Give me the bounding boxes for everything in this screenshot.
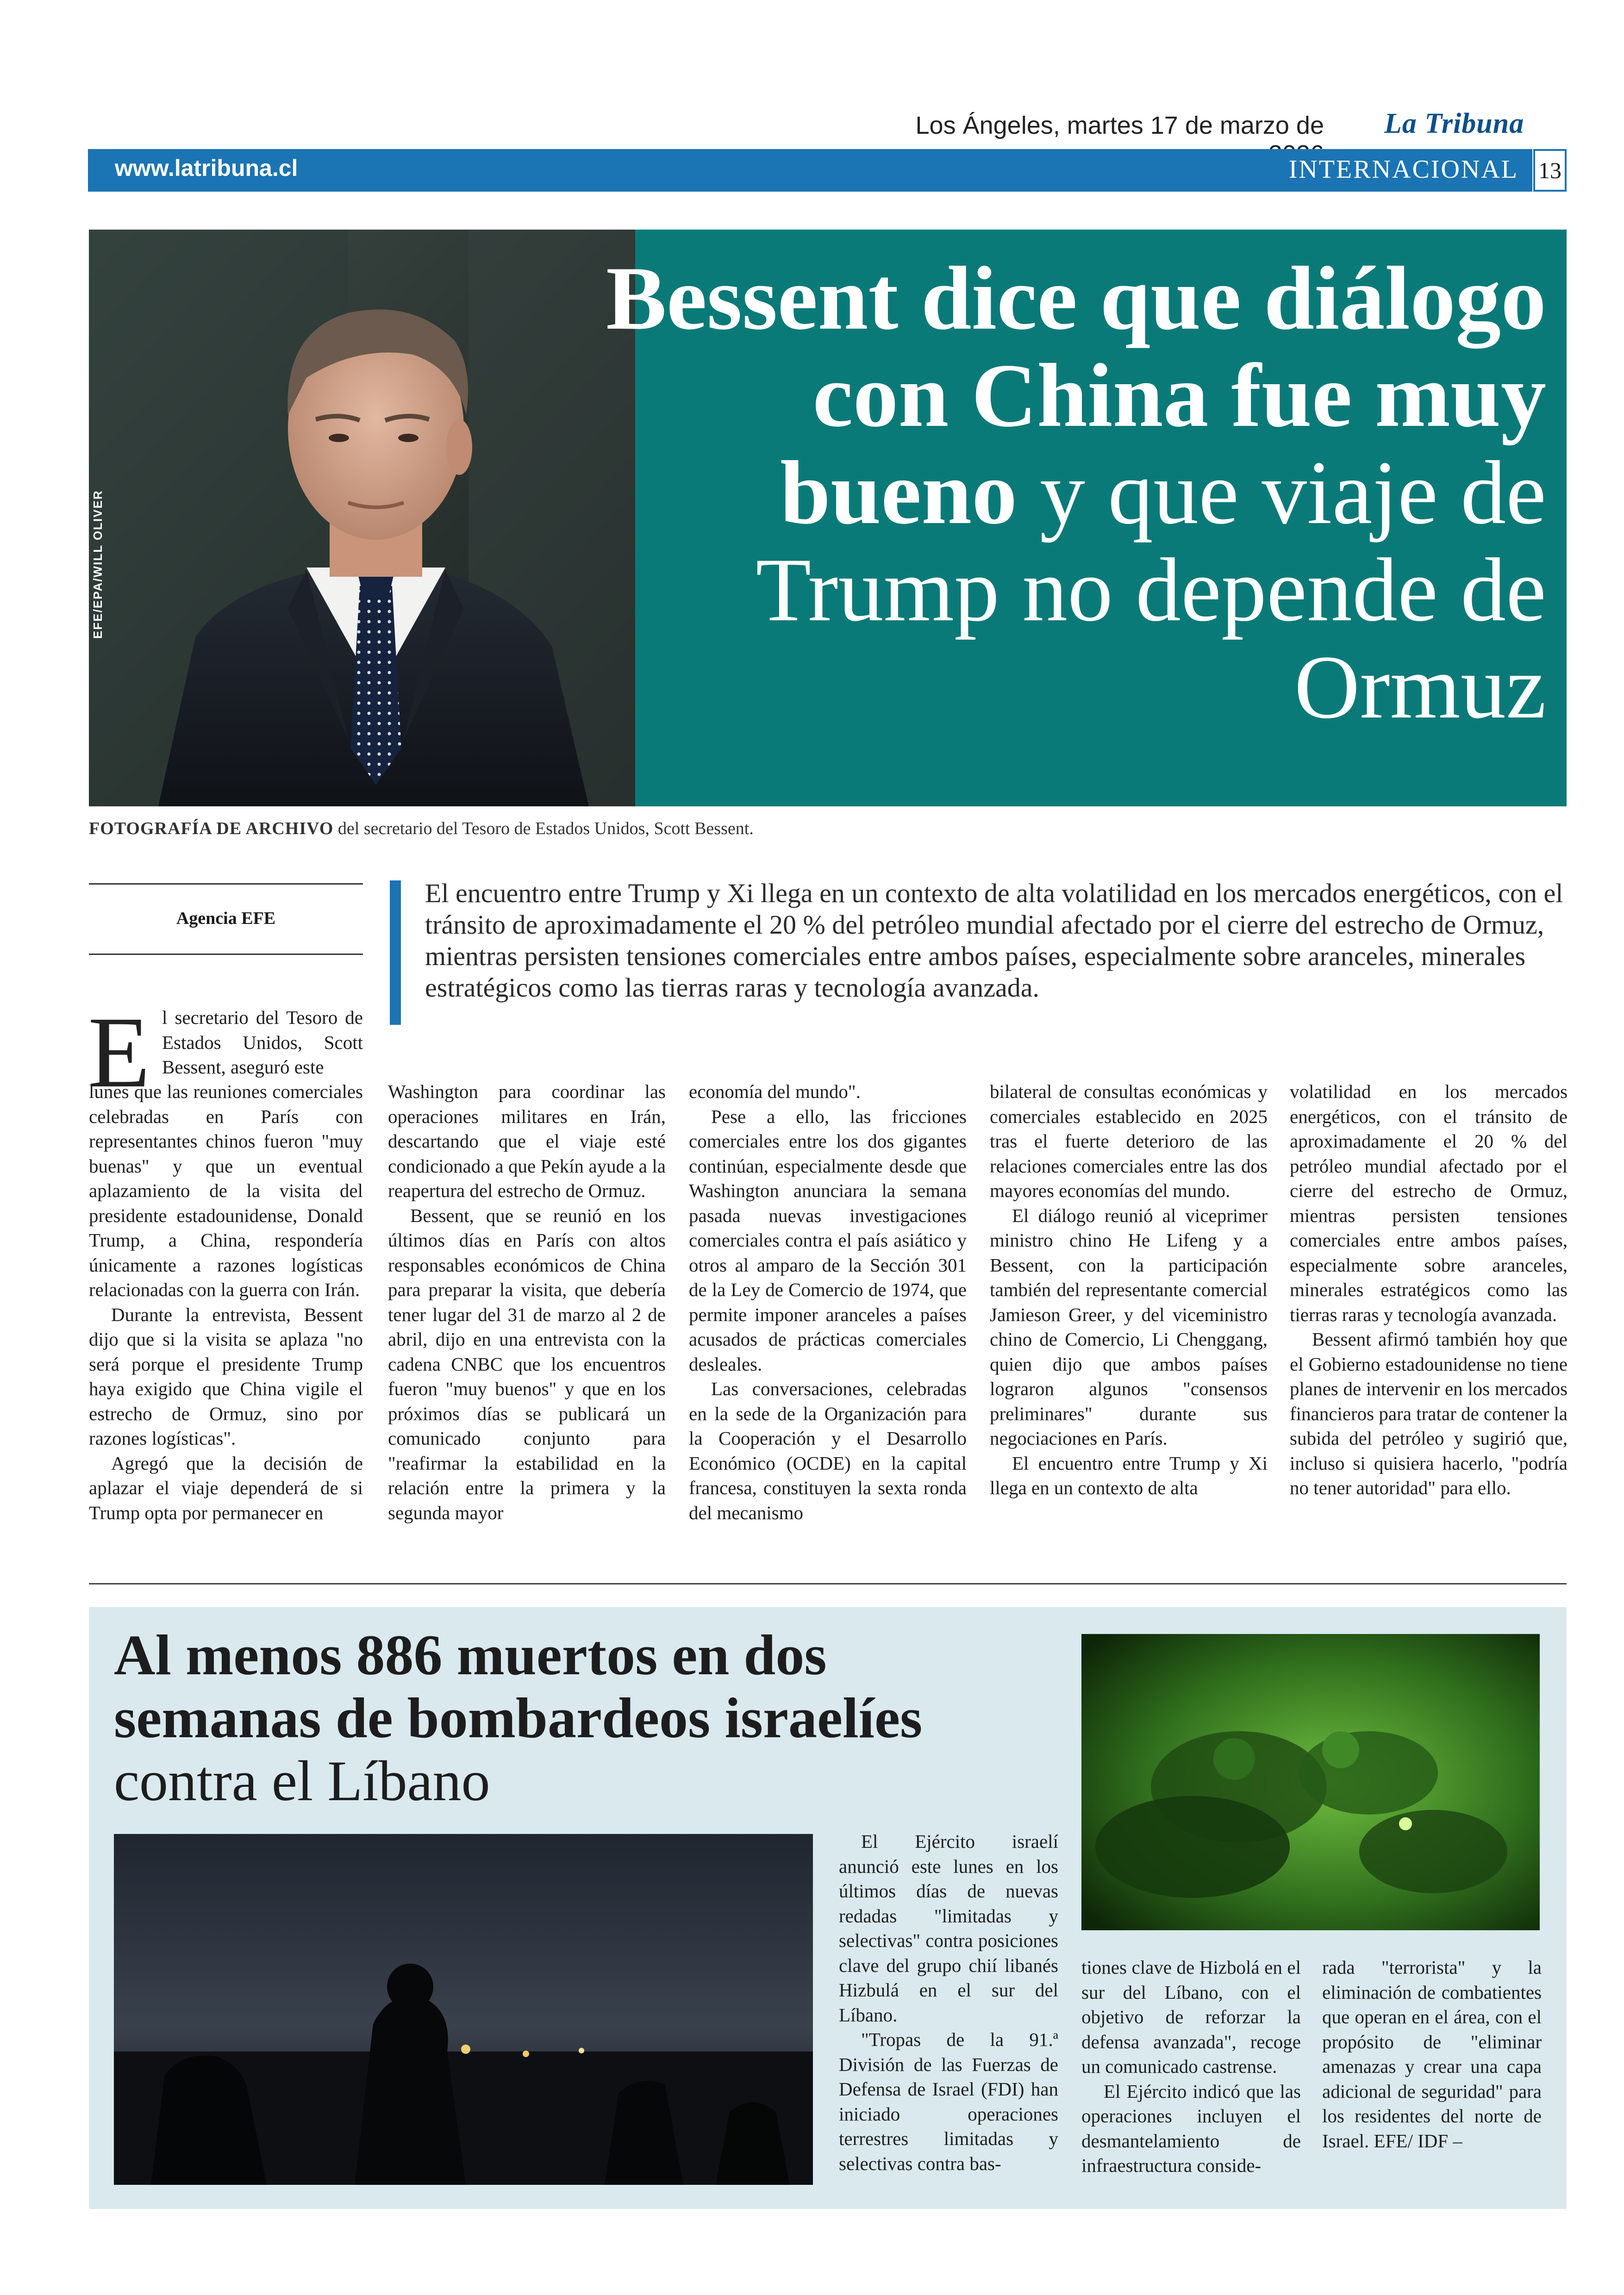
paragraph: El encuentro entre Trump y Xi llega en un contexto de alta [990,1452,1268,1498]
paragraph: economía del mundo". [689,1081,861,1102]
paragraph: Washington para coordinar las operaciones militares en Irán, descartando que el viaje esté condicionado a que Pekín ayude a la reapertura del estrecho de Ormuz. [388,1081,666,1201]
secondary-column-1 [839,1829,1058,2176]
paragraph: tiones clave de Hizbolá en el sur del Líbano, con el objetivo de reforzar la defensa avanzada", recoge un comunicado castrense. [1081,1957,1301,2077]
article-column-5 [1290,1079,1568,1501]
night-troops-photo [114,1834,813,2185]
caption-text: del secretario del Tesoro de Estados Unidos, Scott Bessent. [337,819,754,838]
byline: Agencia EFE [176,909,276,928]
paragraph: rada "terrorista" y la eliminación de combatientes que operan en el área, con el propósito de "eliminar amenazas y crear una capa adicional de seguridad" para los residentes del norte de Israel. EFE/ IDF – [1322,1957,1542,2152]
paragraph: Durante la entrevista, Bessent dijo que si la visita se aplaza "no será porque el presidente Trump haya exigido que China vigile el estrecho de Ormuz, sino por razones logísticas". [89,1303,363,1449]
paragraph: Bessent afirmó también hoy que el Gobierno estadounidense no tiene planes de intervenir en los mercados financieros para tratar de contener la subida del petróleo y sugirió que, incluso si quisiera hacerlo, "podría no tener autoridad" para ello. [1290,1328,1568,1498]
bessent-photo [89,230,635,806]
paragraph: lunes que las reuniones comerciales celebradas en París con representantes chinos fueron "muy buenas" y que un eventual aplazamiento de la visita del presidente estadounidense, Donald Trump, a China, respondería únicamente a razones logísticas relacionadas con la guerra con Irán. [89,1081,363,1300]
byline-rule-bottom [89,954,363,955]
night-vision-soldiers-photo [1081,1634,1540,1930]
secondary-column-3 [1322,1955,1542,2153]
drop-cap: E [88,996,150,1109]
article-column-4 [990,1079,1268,1501]
headline [602,250,1546,736]
paragraph: Las conversaciones, celebradas en la sede de la Organización para la Cooperación y el Desarrollo Económico (OCDE) en la capital francesa, constituyen la sexta ronda del mecanismo [689,1378,967,1523]
newspaper-logo: La Tribuna [1384,108,1524,139]
article-column-3 [689,1079,967,1525]
section-name: INTERNACIONAL [1288,155,1518,184]
secondary-column-2 [1081,1955,1301,2178]
secondary-headline-light: contra el Líbano [114,1749,490,1813]
paragraph: Pese a ello, las fricciones comerciales entre los dos gigantes continúan, especialmente desde que Washington anunciara la semana pasada nuevas investigaciones comerciales contra el país asiático y otros al amparo de la Sección 301 de la Ley de Comercio de 1974, que permite imponer aranceles a países acusados de prácticas comerciales desleales. [689,1105,967,1375]
photo-credit: EFE/EPA/WILL OLIVER [91,490,105,639]
secondary-headline-bold: Al menos 886 muertos en dos semanas de bombardeos israelíes [114,1623,923,1750]
paragraph: "Tropas de la 91.ª División de las Fuerzas de Defensa de Israel (FDI) han iniciado operaciones terrestres limitadas y selectivas contra bas- [839,2029,1058,2174]
paragraph: El diálogo reunió al viceprimer ministro chino He Lifeng y a Bessent, con la participación también del representante comercial Jamieson Greer, y del viceministro chino de Comercio, Li Chenggang, quien dijo que ambos países lograron algunos "consensos preliminares" durante sus negociaciones en París. [990,1204,1268,1449]
caption-lead: FOTOGRAFÍA DE ARCHIVO [89,819,334,838]
pullquote-bar [390,880,401,1025]
headline-light: y que viaje de Trump no depende de Ormuz [756,443,1546,737]
paragraph: Agregó que la decisión de aplazar el viaje dependerá de si Trump opta por permanecer en [89,1452,363,1523]
headline-bold: Bessent dice que diálogo con China fue muy bueno [606,248,1546,543]
paragraph: bilateral de consultas económicas y comerciales establecido en 2025 tras el fuerte deterioro de las relaciones comerciales entre las dos mayores economías del mundo. [990,1081,1268,1201]
pullquote: El encuentro entre Trump y Xi llega en un contexto de alta volatilidad en los mercados energéticos, con el tránsito de aproximadamente el 20 % del petróleo mundial afectado por el cierre del estrecho de Ormuz, mientras persisten tensiones comerciales entre ambos países, especialmente sobre aranceles, minerales estratégicos como las tierras raras y tecnología avanzada. [425,878,1563,1003]
paragraph: volatilidad en los mercados energéticos, con el tránsito de aproximadamente el 20 % del petróleo mundial afectado por el cierre del estrecho de Ormuz, mientras persisten tensiones comerciales entre ambos países, especialmente sobre aranceles, minerales estratégicos como las tierras raras y tecnología avanzada. [1290,1081,1568,1325]
paragraph: El Ejército israelí anunció este lunes en los últimos días de nuevas redadas "limitadas y selectivas" contra posiciones clave del grupo chií libanés Hizbulá en el sur del Líbano. [839,1831,1058,2026]
paragraph: Bessent, que se reunió en los últimos días en París con altos responsables económicos de China para preparar la visita, que debería tener lugar del 31 de marzo al 2 de abril, dijo en una entrevista con la cadena CNBC que los encuentros fueron "muy buenos" y que en los próximos días se publicará un comunicado conjunto para "reafirmar la estabilidad en la relación entre la primera y la segunda mayor [388,1204,666,1523]
byline-rule-top [89,883,363,885]
section-divider [89,1583,1567,1584]
paragraph: El Ejército indicó que las operaciones incluyen el desmantelamiento de infraestructura conside- [1081,2080,1301,2176]
secondary-headline [114,1624,1040,1813]
lead-paragraph: l secretario del Tesoro de Estados Unidos, Scott Bessent, aseguró este [162,1007,363,1078]
article-column-2 [388,1079,666,1525]
website-url[interactable]: www.latribuna.cl [115,155,298,181]
article-column-1 [89,1079,363,1525]
article-lead [162,1005,363,1080]
issue-date: Los Ángeles, martes 17 de marzo de [915,112,1324,139]
photo-caption [89,818,1200,839]
page-number: 13 [1533,149,1567,192]
